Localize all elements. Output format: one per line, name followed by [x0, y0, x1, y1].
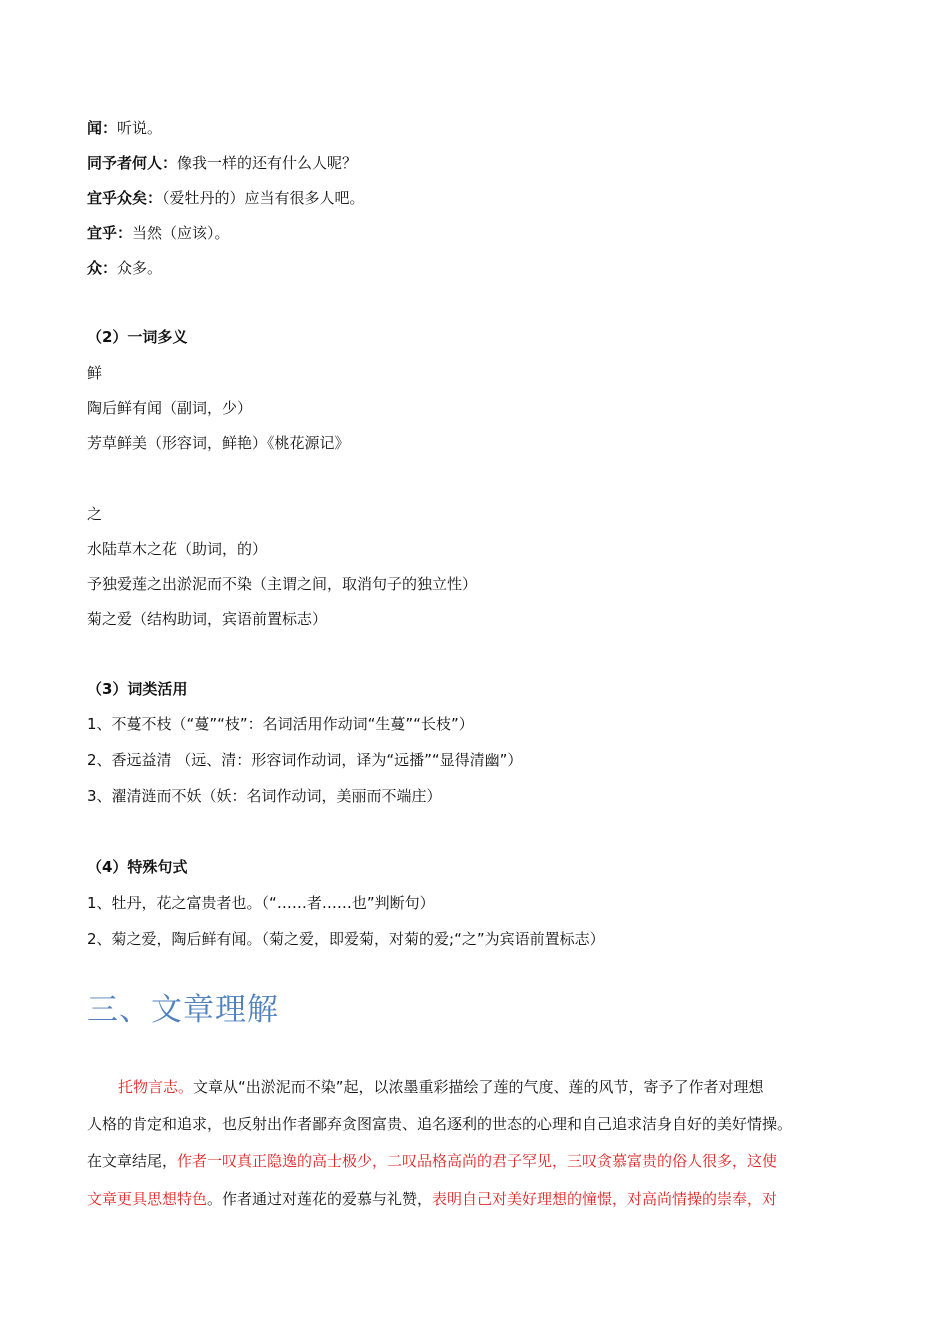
body-text: 。作者通过对莲花的爱慕与礼赞，: [207, 1190, 433, 1208]
polysemy-word: 之: [87, 505, 103, 523]
paragraph-line: [87, 1189, 777, 1209]
special-sentence-item: 1、牡丹，花之富贵者也。（“……者……也”判断句）: [87, 894, 435, 912]
polysemy-example: 陶后鲜有闻（副词，少）: [87, 399, 253, 417]
body-text: 在文章结尾，: [87, 1152, 178, 1170]
definition-wen: [87, 118, 162, 138]
section-heading-word-class: （3）词类活用: [87, 680, 188, 698]
word-class-item: 2、香远益清 （远、清：形容词作动词，译为“远播”“显得清幽”）: [87, 751, 523, 769]
section-heading-polysemy: （2）一词多义: [87, 328, 188, 346]
polysemy-example: 菊之爱（结构助词，宾语前置标志）: [87, 610, 328, 628]
chapter-title: 三、文章理解: [87, 992, 279, 1028]
definition-yihuzhongyi: [87, 188, 365, 208]
definition-text: 当然（应该）。: [132, 224, 230, 242]
definition-zhong: [87, 258, 162, 278]
highlight-text: 作者一叹真正隐逸的高士极少，二叹品格高尚的君子罕见，三叹贪慕富贵的俗人很多，这使: [177, 1152, 778, 1170]
definition-term: 众：: [87, 259, 118, 277]
word-class-item: 3、濯清涟而不妖（妖：名词作动词，美丽而不端庄）: [87, 787, 442, 805]
body-text: 人格的肯定和追求，也反射出作者鄙弃贪图富贵、追名逐利的世态的心理和自己追求洁身自好的美好情操。: [87, 1115, 793, 1133]
paragraph-line: [87, 1114, 792, 1134]
special-sentence-item: 2、菊之爱，陶后鲜有闻。（菊之爱，即爱菊，对菊的爱;“之”为宾语前置标志）: [87, 930, 605, 948]
definition-text: （爱牡丹的）应当有很多人吧。: [162, 189, 365, 207]
definition-yihu: [87, 223, 230, 243]
definition-text: 众多。: [117, 259, 163, 277]
paragraph-line: [87, 1151, 777, 1171]
body-text: 文章从“出淤泥而不染”起，以浓墨重彩描绘了莲的气度、莲的风节，寄予了作者对理想: [193, 1078, 764, 1096]
definition-text: 听说。: [117, 119, 163, 137]
highlight-text: 托物言志。: [118, 1078, 194, 1096]
highlight-text: 文章更具思想特色: [87, 1190, 208, 1208]
paragraph-line: [118, 1077, 764, 1097]
polysemy-word: 鲜: [87, 364, 103, 382]
polysemy-example: 水陆草木之花（助词，的）: [87, 540, 268, 558]
highlight-text: 表明自己对美好理想的憧憬，对高尚情操的崇奉，对: [432, 1190, 778, 1208]
definition-text: 像我一样的还有什么人呢？: [177, 154, 358, 172]
polysemy-example: 予独爱莲之出淤泥而不染（主谓之间，取消句子的独立性）: [87, 575, 478, 593]
definition-term: 闻：: [87, 119, 118, 137]
definition-term: 宜乎众矣：: [87, 189, 163, 207]
definition-tongyuzhe: [87, 153, 357, 173]
word-class-item: 1、不蔓不枝（“蔓”“枝”：名词活用作动词“生蔓”“长枝”）: [87, 715, 474, 733]
definition-term: 宜乎：: [87, 224, 133, 242]
definition-term: 同予者何人：: [87, 154, 178, 172]
section-heading-special-sentence: （4）特殊句式: [87, 858, 188, 876]
polysemy-example: 芳草鲜美（形容词，鲜艳）《桃花源记》: [87, 434, 350, 452]
